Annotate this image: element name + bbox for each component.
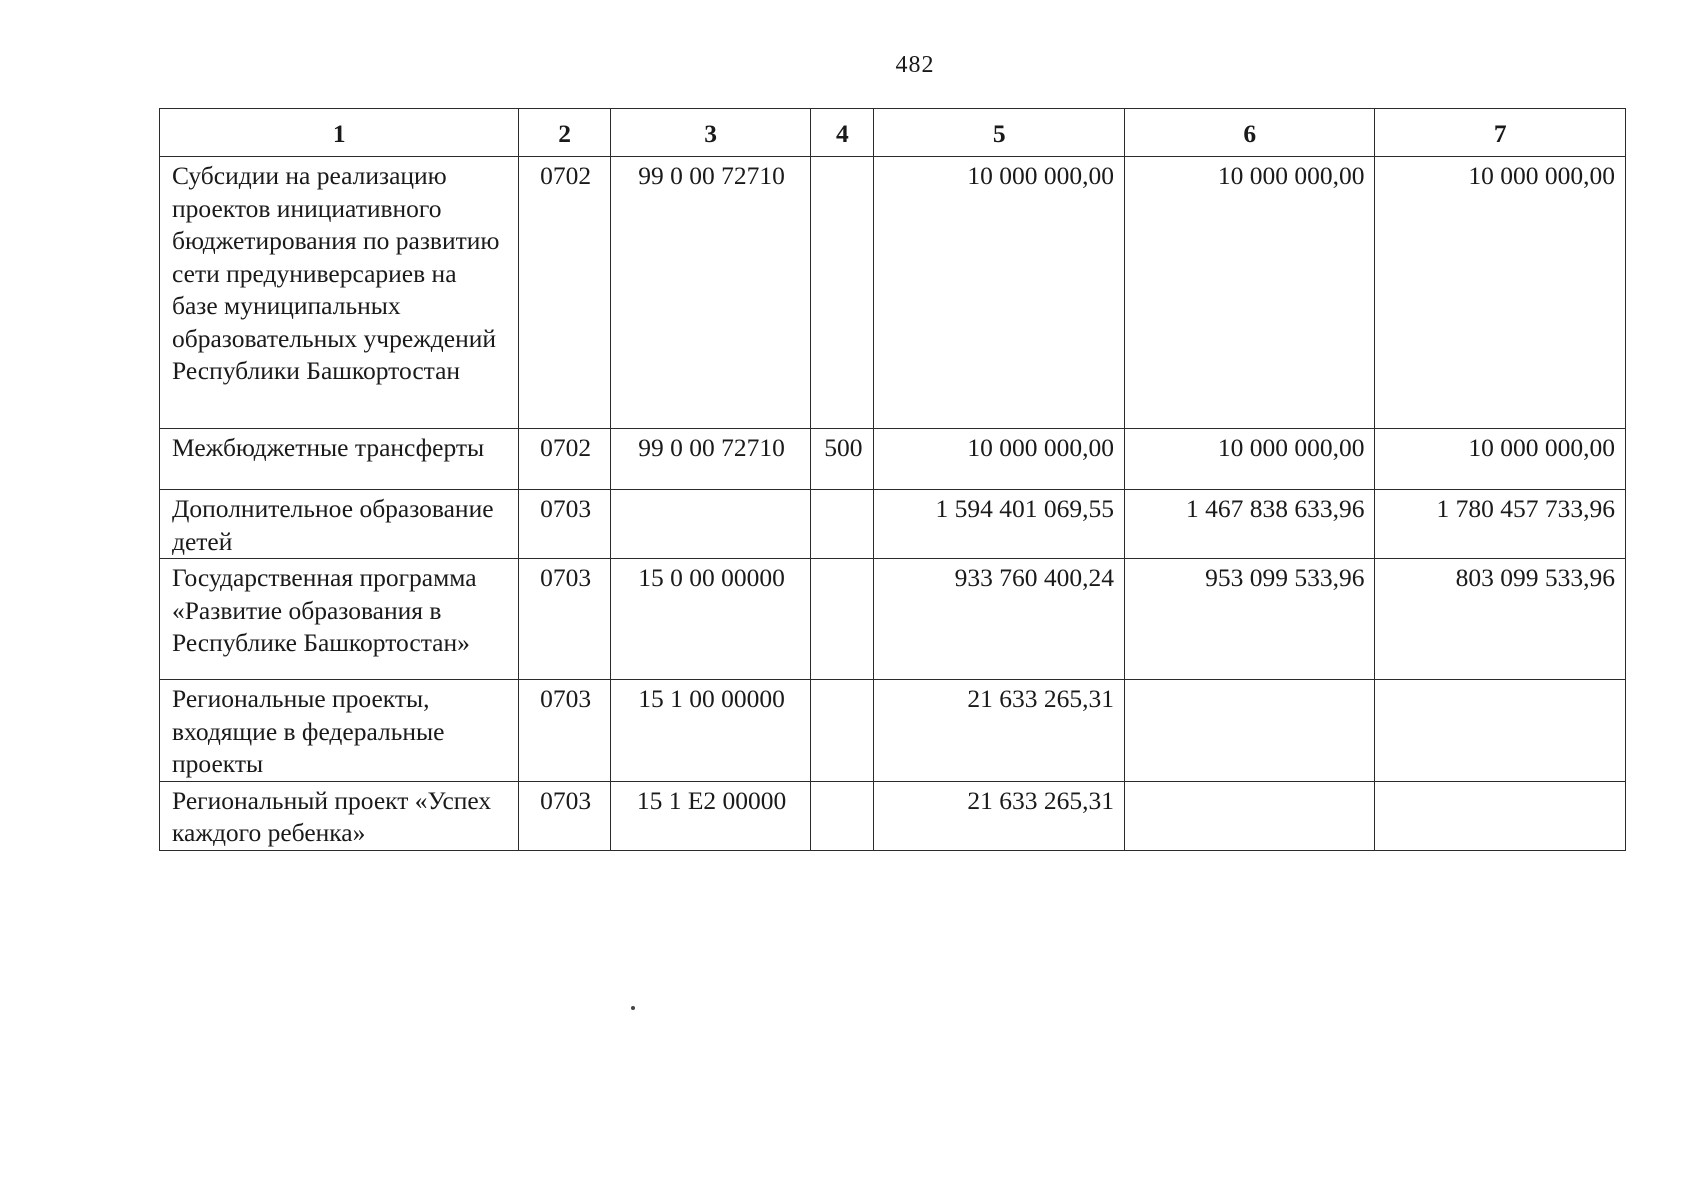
column-header-4: 4 bbox=[811, 109, 874, 157]
row-amount-6 bbox=[1124, 781, 1375, 850]
row-amount-5: 933 760 400,24 bbox=[874, 559, 1125, 680]
row-section: 0702 bbox=[519, 429, 610, 490]
column-header-7: 7 bbox=[1375, 109, 1626, 157]
row-amount-7: 803 099 533,96 bbox=[1375, 559, 1626, 680]
row-name: Субсидии на реализацию проектов инициативного бюджетирования по развитию сети предуниверсариев на базе муниципальных образовательных учреждений Республики Башкортостан bbox=[160, 157, 519, 429]
row-amount-6: 1 467 838 633,96 bbox=[1124, 490, 1375, 559]
row-code: 15 0 00 00000 bbox=[610, 559, 810, 680]
row-amount-6: 953 099 533,96 bbox=[1124, 559, 1375, 680]
row-code: 99 0 00 72710 bbox=[610, 429, 810, 490]
row-type bbox=[811, 559, 874, 680]
row-section: 0702 bbox=[519, 157, 610, 429]
table-row bbox=[160, 781, 1626, 850]
row-amount-5: 10 000 000,00 bbox=[874, 429, 1125, 490]
row-amount-5: 10 000 000,00 bbox=[874, 157, 1125, 429]
row-amount-6: 10 000 000,00 bbox=[1124, 429, 1375, 490]
column-header-5: 5 bbox=[874, 109, 1125, 157]
table-header-row bbox=[160, 109, 1626, 157]
table-row bbox=[160, 157, 1626, 429]
row-amount-7 bbox=[1375, 680, 1626, 782]
table-row bbox=[160, 429, 1626, 490]
row-amount-6 bbox=[1124, 680, 1375, 782]
row-name: Региональный проект «Успех каждого ребенка» bbox=[160, 781, 519, 850]
row-code: 99 0 00 72710 bbox=[610, 157, 810, 429]
row-type bbox=[811, 680, 874, 782]
row-type bbox=[811, 781, 874, 850]
row-code: 15 1 00 00000 bbox=[610, 680, 810, 782]
row-type bbox=[811, 157, 874, 429]
row-name: Региональные проекты, входящие в федеральные проекты bbox=[160, 680, 519, 782]
row-amount-5: 1 594 401 069,55 bbox=[874, 490, 1125, 559]
column-header-2: 2 bbox=[519, 109, 610, 157]
row-section: 0703 bbox=[519, 781, 610, 850]
column-header-1: 1 bbox=[160, 109, 519, 157]
table-row bbox=[160, 559, 1626, 680]
row-amount-7: 1 780 457 733,96 bbox=[1375, 490, 1626, 559]
column-header-3: 3 bbox=[610, 109, 810, 157]
row-amount-6: 10 000 000,00 bbox=[1124, 157, 1375, 429]
row-section: 0703 bbox=[519, 680, 610, 782]
row-code bbox=[610, 490, 810, 559]
row-section: 0703 bbox=[519, 490, 610, 559]
page-number: 482 bbox=[895, 52, 935, 78]
row-amount-5: 21 633 265,31 bbox=[874, 781, 1125, 850]
row-type bbox=[811, 490, 874, 559]
row-amount-5: 21 633 265,31 bbox=[874, 680, 1125, 782]
row-code: 15 1 E2 00000 bbox=[610, 781, 810, 850]
table-row bbox=[160, 680, 1626, 782]
row-name: Дополнительное образование детей bbox=[160, 490, 519, 559]
row-name: Межбюджетные трансферты bbox=[160, 429, 519, 490]
table-row bbox=[160, 490, 1626, 559]
budget-table bbox=[159, 108, 1626, 851]
row-name: Государственная программа «Развитие образования в Республике Башкортостан» bbox=[160, 559, 519, 680]
row-section: 0703 bbox=[519, 559, 610, 680]
column-header-6: 6 bbox=[1124, 109, 1375, 157]
scan-speck bbox=[631, 1006, 635, 1010]
row-type: 500 bbox=[811, 429, 874, 490]
row-amount-7: 10 000 000,00 bbox=[1375, 429, 1626, 490]
row-amount-7 bbox=[1375, 781, 1626, 850]
row-amount-7: 10 000 000,00 bbox=[1375, 157, 1626, 429]
